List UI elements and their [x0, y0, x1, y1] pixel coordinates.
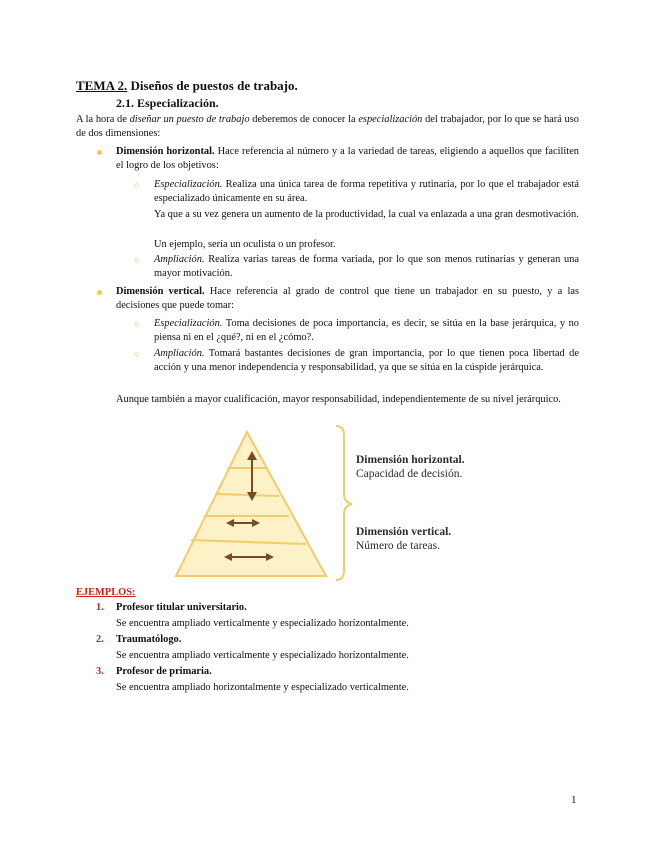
horizontal-ampliacion: Ampliación. Realiza varias tareas de forma variada, por lo que son menos rutinarias y generan una mayor motivación. [154, 254, 579, 279]
bullet-icon [97, 150, 102, 155]
diagram-horizontal-sub: Capacidad de decisión. [356, 468, 463, 480]
diagram-horizontal-title: Dimensión horizontal. [356, 454, 465, 466]
circle-bullet-icon: ○ [134, 319, 140, 329]
vertical-ampliacion: Ampliación. Tomará bastantes decisiones de gran importancia, por lo que tienen poca libertad de acción y una menor independencia y responsabilidad, ya que se sitúa en la cúspide jerárquica. [154, 348, 579, 373]
circle-bullet-icon: ○ [134, 255, 140, 265]
closing-paragraph: Aunque también a mayor cualificación, mayor responsabilidad, independientemente de su nivel jerárquico. [116, 394, 561, 405]
vertical-paragraph: Dimensión vertical. Hace referencia al grado de control que tiene un trabajador en su puesto, y a las decisiones que puede tomar: [116, 286, 579, 311]
diagram-vertical-title: Dimensión vertical. [356, 526, 452, 538]
section-subtitle: 2.1. Especialización. [116, 96, 219, 110]
example-title: Profesor de primaria. [116, 666, 212, 677]
horizontal-paragraph: Dimensión horizontal. Hace referencia al número y a la variedad de tareas, eligiendo a aquellos que faciliten el logro de los objetivos: [116, 146, 580, 171]
intro-paragraph: A la hora de diseñar un puesto de trabajo deberemos de conocer la especialización del trabajador, por lo que se hará uso de dos dimensiones: [76, 114, 579, 139]
example-title: Profesor titular universitario. [116, 602, 247, 613]
title-text: Diseños de puestos de trabajo. [127, 78, 298, 93]
pyramid-diagram [170, 422, 490, 587]
example-desc: Se encuentra ampliado horizontalmente y especializado verticalmente. [116, 682, 409, 693]
page-number: 1 [571, 794, 577, 806]
example-desc: Se encuentra ampliado verticalmente y especializado horizontalmente. [116, 618, 409, 629]
example-number: 1. [96, 602, 104, 613]
circle-bullet-icon: ○ [134, 180, 140, 190]
brace-icon [336, 426, 352, 580]
example-number: 2. [96, 634, 104, 645]
diagram-vertical-sub: Número de tareas. [356, 540, 440, 552]
horizontal-esp-extra1: Ya que a su vez genera un aumento de la productividad, la cual va enlazada a una gran desmotivación. [154, 209, 579, 220]
example-title: Traumatólogo. [116, 634, 182, 645]
page-title [76, 78, 298, 94]
title-prefix: TEMA 2. [76, 78, 128, 93]
examples-heading: EJEMPLOS: [76, 587, 136, 598]
vertical-especializacion: Especialización. Toma decisiones de poca importancia, es decir, se sitúa en la base jerárquica, y no piensa ni en el ¿qué?, ni en el ¿cómo?. [154, 318, 579, 343]
bullet-icon [97, 290, 102, 295]
circle-bullet-icon: ○ [134, 349, 140, 359]
horizontal-especializacion: Especialización. Realiza una única tarea de forma repetitiva y rutinaria, por lo que el trabajador está especializado únicamente en su área. [154, 179, 579, 204]
example-number: 3. [96, 666, 104, 677]
horizontal-esp-extra2: Un ejemplo, sería un oculista o un profesor. [154, 239, 336, 250]
example-desc: Se encuentra ampliado verticalmente y especializado horizontalmente. [116, 650, 409, 661]
